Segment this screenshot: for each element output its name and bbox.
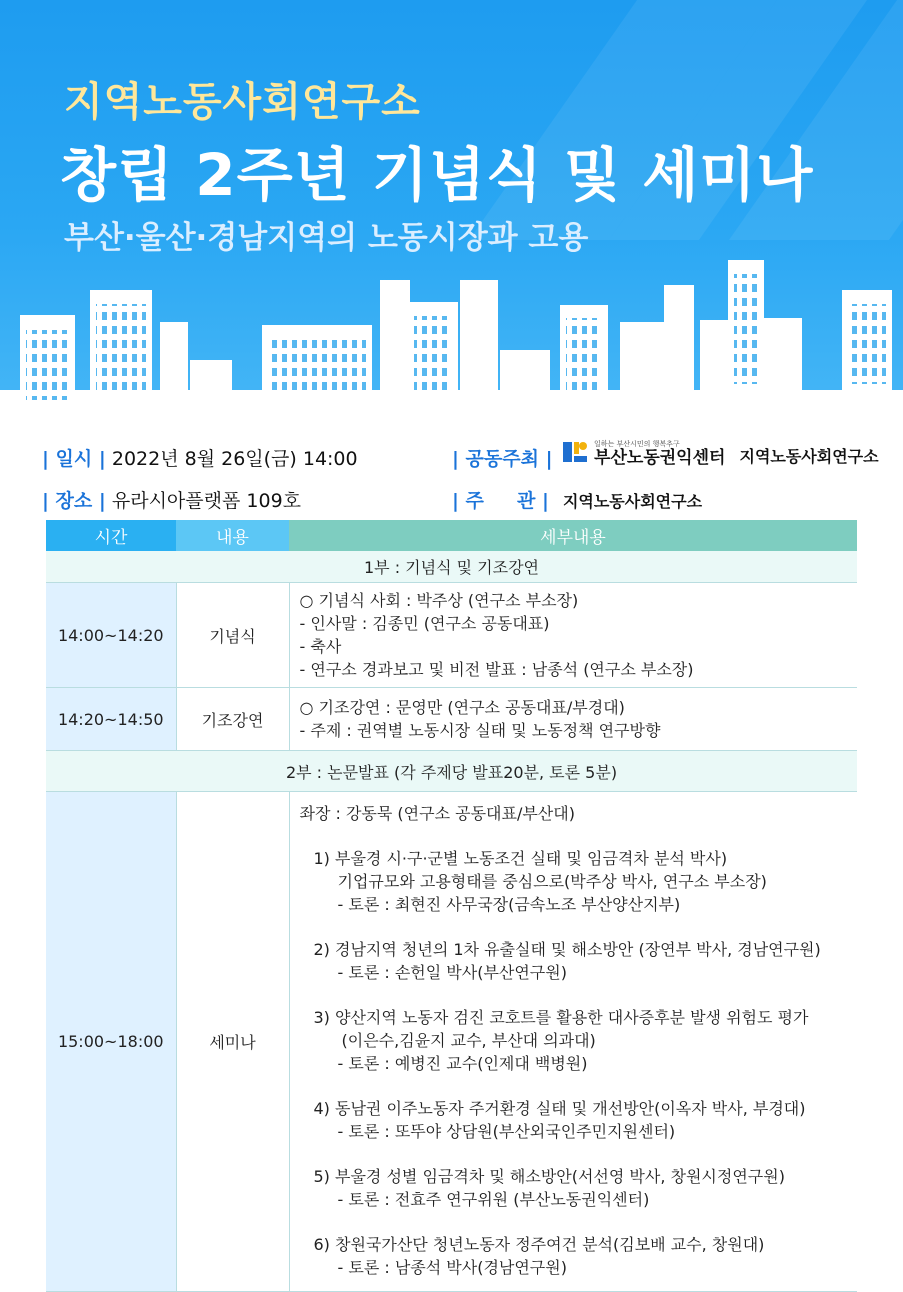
organizer-row bbox=[452, 486, 702, 513]
paper-5-discussant: - 토론 : 전효주 연구위원 (부산노동권익센터) bbox=[337, 1190, 650, 1209]
detail-cell bbox=[289, 583, 857, 688]
header-time: 시간 bbox=[46, 520, 176, 551]
paper-2-discussant: - 토론 : 손헌일 박사(부산연구원) bbox=[337, 963, 567, 982]
table-row bbox=[46, 583, 857, 688]
cohost-institute: 지역노동사회연구소 bbox=[739, 447, 879, 466]
date-row bbox=[42, 444, 358, 471]
table-row bbox=[46, 792, 857, 1292]
detail-line: ○ 기조강연 : 문영만 (연구소 공동대표/부경대) bbox=[299, 698, 625, 717]
paper-6-title: 6) 창원국가산단 청년노동자 정주여건 분석(김보배 교수, 창원대) bbox=[313, 1235, 765, 1254]
cohost-busan-labor-center: 부산노동권익센터 bbox=[594, 447, 726, 468]
content-cell: 세미나 bbox=[176, 792, 289, 1292]
paper-2-title: 2) 경남지역 청년의 1차 유출실태 및 해소방안 (장연부 박사, 경남연구원) bbox=[313, 940, 821, 959]
place-value: 유라시아플랫폼 109호 bbox=[111, 490, 302, 512]
part-row bbox=[46, 551, 857, 583]
date-label: | 일시 | bbox=[42, 448, 106, 470]
page-title: 창립 2주년 기념식 및 세미나 bbox=[60, 141, 814, 209]
paper-3-discussant: - 토론 : 예병진 교수(인제대 백병원) bbox=[337, 1054, 588, 1073]
paper-1-subtitle: 기업규모와 고용형태를 중심으로(박주상 박사, 연구소 부소장) bbox=[337, 872, 767, 891]
paper-1-discussant: - 토론 : 최현진 사무국장(금속노조 부산양산지부) bbox=[337, 895, 681, 914]
header-banner bbox=[0, 0, 903, 410]
paper-4-title: 4) 동남권 이주노동자 주거환경 실태 및 개선방안(이옥자 박사, 부경대) bbox=[313, 1099, 806, 1118]
content-cell: 기조강연 bbox=[176, 688, 289, 751]
detail-line: - 인사말 : 김종민 (연구소 공동대표) bbox=[299, 614, 550, 633]
city-skyline-illustration bbox=[0, 240, 903, 410]
cohost-logos bbox=[562, 434, 879, 467]
time-cell: 14:00~14:20 bbox=[46, 583, 176, 688]
cohost-row bbox=[452, 444, 553, 471]
content-cell: 기념식 bbox=[176, 583, 289, 688]
part1-heading: 1부 : 기념식 및 기조강연 bbox=[46, 551, 857, 583]
paper-4-discussant: - 토론 : 또뚜야 상담원(부산외국인주민지원센터) bbox=[337, 1122, 676, 1141]
paper-6-discussant: - 토론 : 남종석 박사(경남연구원) bbox=[337, 1258, 567, 1277]
detail-line: - 축사 bbox=[299, 637, 342, 656]
detail-cell bbox=[289, 792, 857, 1292]
table-header-row bbox=[46, 520, 857, 551]
paper-5-title: 5) 부울경 성별 임금격차 및 해소방안(서선영 박사, 창원시정연구원) bbox=[313, 1167, 785, 1186]
detail-line: ○ 기념식 사회 : 박주상 (연구소 부소장) bbox=[299, 591, 579, 610]
header-content: 내용 bbox=[176, 520, 289, 551]
organizer-value: 지역노동사회연구소 bbox=[562, 492, 703, 511]
schedule-table bbox=[46, 520, 857, 1292]
date-value: 2022년 8월 26일(금) 14:00 bbox=[111, 448, 358, 470]
paper-3-subtitle: (이은수,김윤지 교수, 부산대 의과대) bbox=[341, 1031, 596, 1050]
place-label: | 장소 | bbox=[42, 490, 106, 512]
table-row bbox=[46, 688, 857, 751]
detail-cell bbox=[289, 688, 857, 751]
header-detail: 세부내용 bbox=[289, 520, 857, 551]
detail-line: - 연구소 경과보고 및 비전 발표 : 남종석 (연구소 부소장) bbox=[299, 660, 694, 679]
organization-name: 지역노동사회연구소 bbox=[64, 79, 421, 125]
time-cell: 14:20~14:50 bbox=[46, 688, 176, 751]
part-row bbox=[46, 751, 857, 792]
place-row bbox=[42, 486, 301, 513]
part2-heading: 2부 : 논문발표 (각 주제당 발표20분, 토론 5분) bbox=[46, 751, 857, 792]
logo-tagline: 일하는 부산시민의 행복추구 bbox=[594, 439, 680, 448]
detail-line: - 주제 : 권역별 노동시장 실태 및 노동정책 연구방향 bbox=[299, 721, 661, 740]
paper-3-title: 3) 양산지역 노동자 검진 코호트를 활용한 대사증후분 발생 위험도 평가 bbox=[313, 1008, 809, 1027]
page-subtitle: 부산·울산·경남지역의 노동시장과 고용 bbox=[64, 220, 589, 256]
time-cell: 15:00~18:00 bbox=[46, 792, 176, 1292]
paper-1-title: 1) 부울경 시·구·군별 노동조건 실태 및 임금격차 분석 박사) bbox=[313, 849, 728, 868]
cohost-label: | 공동주최 | bbox=[452, 448, 553, 470]
organizer-label: | 주 관 | bbox=[452, 490, 549, 512]
chair-line: 좌장 : 강동묵 (연구소 공동대표/부산대) bbox=[299, 804, 575, 823]
busan-labor-center-logo-icon bbox=[562, 438, 588, 464]
